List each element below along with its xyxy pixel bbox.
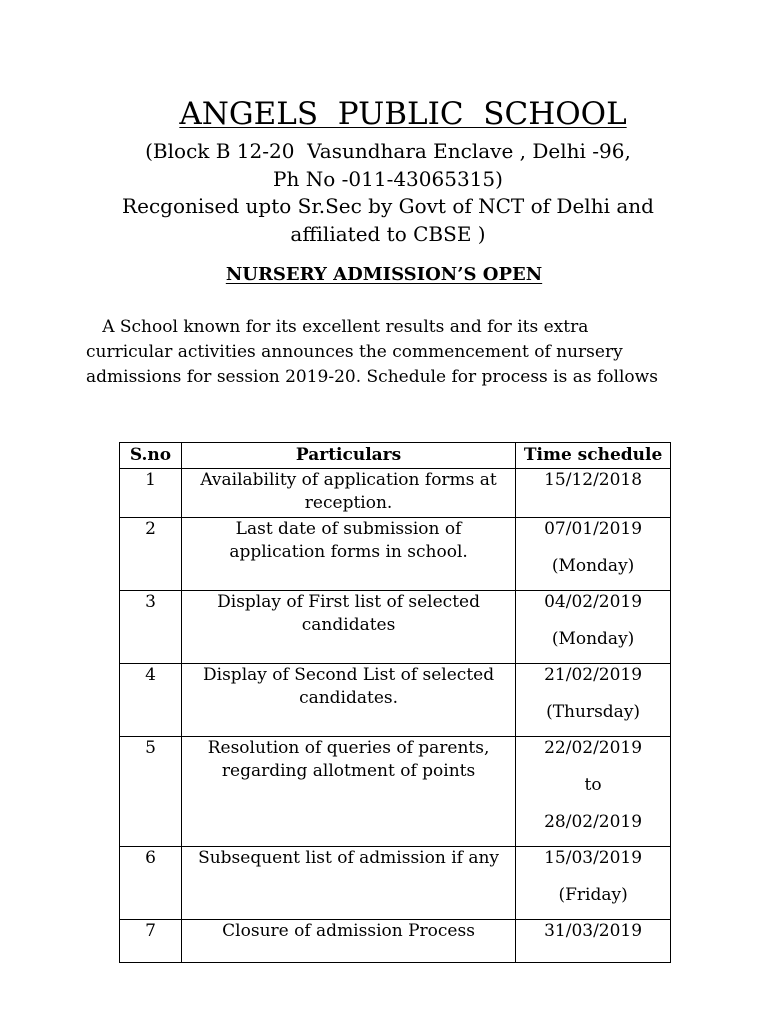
row-sno: 3	[120, 591, 182, 664]
row-time-schedule	[516, 920, 671, 963]
time-line: 28/02/2019	[544, 812, 643, 832]
table-row	[120, 737, 671, 847]
address-line: (Block B 12-20 Vasundhara Enclave , Delhi -96,	[145, 139, 631, 163]
particular-line: Closure of admission Process	[222, 921, 475, 941]
notice-title: NURSERY ADMISSION’S OPEN	[225, 264, 543, 285]
time-line: 15/03/2019	[544, 848, 643, 868]
row-sno: 6	[120, 847, 182, 920]
row-particulars	[181, 664, 515, 737]
particular-line: Display of Second List of selected	[203, 665, 495, 685]
time-line: 21/02/2019	[544, 665, 643, 685]
time-line: (Monday)	[551, 556, 635, 576]
row-sno: 5	[120, 737, 182, 847]
row-time-schedule	[516, 847, 671, 920]
row-particulars	[181, 469, 515, 518]
time-line: 07/01/2019	[544, 519, 643, 539]
row-particulars	[181, 737, 515, 847]
time-line: 15/12/2018	[544, 470, 643, 490]
school-address-block	[0, 138, 770, 248]
time-line: (Thursday)	[546, 702, 641, 722]
time-line: 04/02/2019	[544, 592, 643, 612]
row-particulars	[181, 591, 515, 664]
row-time-schedule	[516, 469, 671, 518]
row-time-schedule	[516, 591, 671, 664]
particular-line: reception.	[304, 493, 393, 513]
row-time-schedule	[516, 518, 671, 591]
recognition-line: Recgonised upto Sr.Sec by Govt of NCT of Delhi and	[122, 194, 654, 218]
row-sno: 4	[120, 664, 182, 737]
particular-line: application forms in school.	[229, 542, 468, 562]
phone-line: Ph No -011-43065315)	[273, 166, 503, 191]
particular-line: Resolution of queries of parents,	[207, 738, 490, 758]
intro-paragraph	[86, 315, 686, 390]
row-particulars	[181, 518, 515, 591]
particular-line: candidates.	[299, 688, 399, 708]
row-sno: 2	[120, 518, 182, 591]
schedule-body	[120, 469, 671, 963]
particular-line: Subsequent list of admission if any	[198, 848, 500, 868]
row-time-schedule	[516, 737, 671, 847]
row-particulars	[181, 847, 515, 920]
intro-line: admissions for session 2019-20. Schedule for process is as follows	[86, 367, 658, 387]
intro-line: curricular activities announces the commencement of nursery	[86, 342, 623, 362]
time-line: (Friday)	[558, 885, 628, 905]
row-particulars	[181, 920, 515, 963]
particular-line: Availability of application forms at	[200, 470, 497, 490]
table-row	[120, 518, 671, 591]
row-time-schedule	[516, 664, 671, 737]
header-sno: S.no	[120, 443, 182, 469]
admission-schedule-table	[119, 442, 671, 963]
header-time-schedule: Time schedule	[516, 443, 671, 469]
time-line: 22/02/2019	[544, 738, 643, 758]
affiliation-line: affiliated to CBSE )	[290, 221, 486, 246]
school-name: ANGELS PUBLIC SCHOOL	[179, 96, 627, 132]
time-line: 31/03/2019	[544, 921, 643, 941]
time-line: to	[584, 775, 602, 795]
time-line: (Monday)	[551, 629, 635, 649]
table-row	[120, 469, 671, 518]
particular-line: candidates	[301, 615, 396, 635]
table-row	[120, 847, 671, 920]
row-sno: 7	[120, 920, 182, 963]
particular-line: regarding allotment of points	[221, 761, 476, 781]
intro-line: A School known for its excellent results and for its extra	[86, 317, 589, 337]
particular-line: Last date of submission of	[235, 519, 462, 539]
row-sno: 1	[120, 469, 182, 518]
table-row	[120, 591, 671, 664]
table-row	[120, 920, 671, 963]
table-header-row	[120, 443, 671, 469]
particular-line: Display of First list of selected	[217, 592, 480, 612]
header-particulars: Particulars	[181, 443, 515, 469]
table-row	[120, 664, 671, 737]
